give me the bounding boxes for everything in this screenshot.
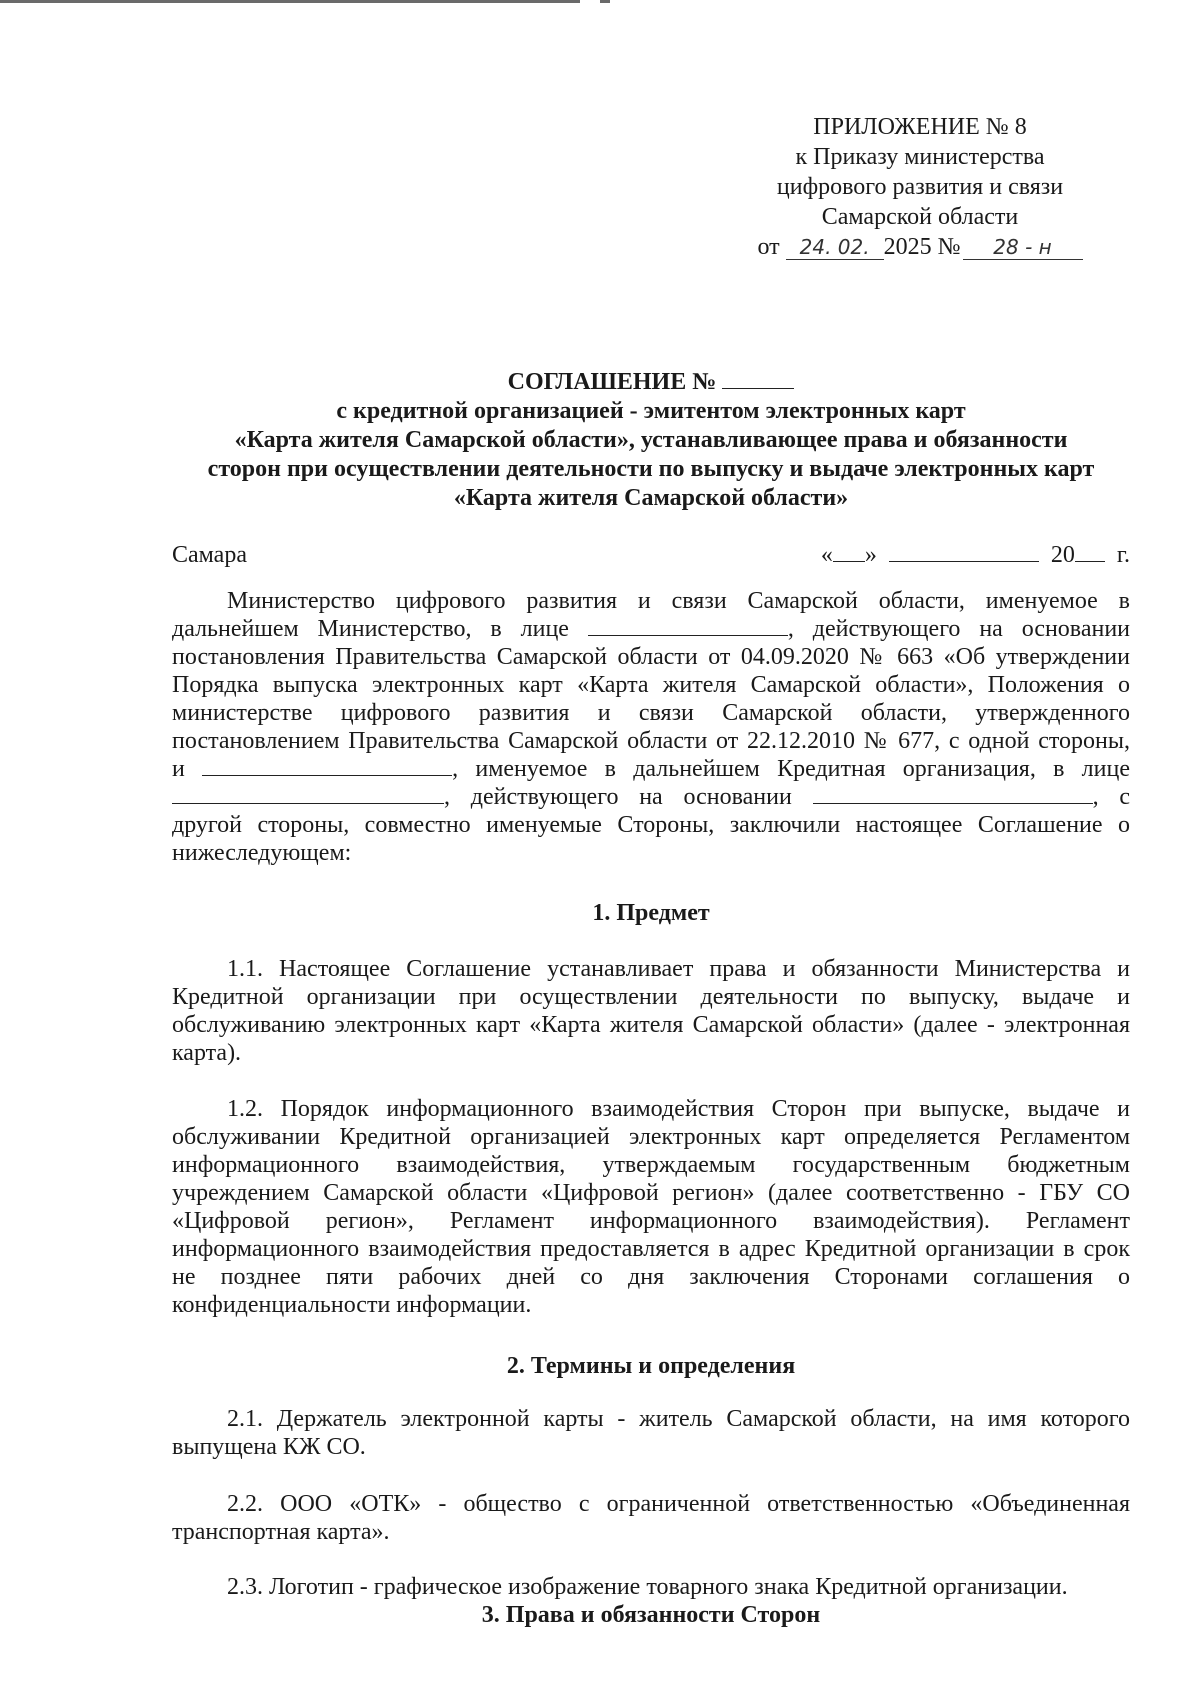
preamble-line [172, 783, 1130, 811]
bank-name-blank [202, 755, 452, 776]
clause-line: 1.2. Порядок информационного взаимодействия Сторон при выпуске, выдаче и [227, 1096, 1130, 1122]
title-agreement-label: СОГЛАШЕНИЕ № [507, 369, 717, 395]
section-1-heading: 1. Предмет [592, 900, 710, 926]
preamble-line: Порядка выпуска электронных карт «Карта жителя Самарской области», Положения о [172, 672, 1130, 698]
preamble-text: , действующего на основании [787, 616, 1131, 642]
appendix-header [740, 112, 1100, 262]
clause-1-2 [172, 1095, 1130, 1319]
title-line-5: «Карта жителя Самарской области» [453, 485, 849, 511]
bank-representative-blank [172, 783, 444, 804]
agreement-number-blank [722, 368, 794, 389]
clause-line: обслуживании Кредитной организацией электронных карт определяется Регламентом [172, 1124, 1130, 1150]
preamble-line: министерстве цифрового развития и связи Самарской области, утвержденного [172, 700, 1130, 726]
clause-line: 1.1. Настоящее Соглашение устанавливает права и обязанности Министерства и [227, 956, 1130, 982]
basis-blank [813, 783, 1093, 804]
year-blank [1075, 541, 1105, 562]
handwritten-date: 24. 02. [786, 235, 884, 260]
clause-line: конфиденциальности информации. [172, 1292, 532, 1318]
year-suffix: г. [1116, 542, 1130, 568]
preamble-text: дальнейшем Министерство, в лице [172, 616, 569, 642]
handwritten-number: 28 - н [963, 235, 1083, 260]
month-blank [889, 541, 1039, 562]
section-3-heading: 3. Права и обязанности Сторон [481, 1602, 821, 1628]
day-blank [833, 541, 865, 562]
appendix-line-4: Самарской области [821, 204, 1019, 230]
clause-line: учреждением Самарской области «Цифровой регион» (далее соответственно - ГБУ СО [172, 1180, 1130, 1206]
appendix-year: 2025 № [883, 234, 961, 260]
clause-2-3 [172, 1573, 1130, 1601]
section-2-heading: 2. Термины и определения [506, 1353, 796, 1379]
clause-line: 2.3. Логотип - графическое изображение товарного знака Кредитной организации. [227, 1574, 1068, 1600]
preamble-line: другой стороны, совместно именуемые Стороны, заключили настоящее Соглашение о [172, 812, 1130, 838]
clause-line: Кредитной организации при осуществлении деятельности по выпуску, выдаче и [172, 984, 1130, 1010]
clause-line: не позднее пяти рабочих дней со дня заключения Сторонами соглашения о [172, 1264, 1130, 1290]
city: Самара [172, 542, 247, 568]
date-blank [821, 540, 1130, 570]
clause-line: «Цифровой регион», Регламент информационного взаимодействия). Регламент [172, 1208, 1130, 1234]
preamble-paragraph [172, 587, 1130, 867]
title-line-2: с кредитной организацией - эмитентом электронных карт [336, 398, 966, 424]
agreement-title [172, 368, 1130, 513]
scan-edge-line [0, 0, 580, 3]
appendix-date-line [740, 232, 1100, 262]
appendix-line-3: цифрового развития и связи [776, 174, 1064, 200]
clause-line: информационного взаимодействия, утверждаемым государственным бюджетным [172, 1152, 1130, 1178]
appendix-line-2: к Приказу министерства [795, 144, 1045, 170]
clause-line: 2.2. ООО «ОТК» - общество с ограниченной ответственностью «Объединенная [227, 1491, 1130, 1517]
preamble-line: нижеследующем: [172, 840, 352, 866]
clause-line: 2.1. Держатель электронной карты - житель Самарской области, на имя которого [227, 1406, 1130, 1432]
clause-line: обслуживанию электронных карт «Карта жителя Самарской области» (далее - электронная [172, 1012, 1130, 1038]
preamble-line [172, 755, 1130, 783]
title-line-4: сторон при осуществлении деятельности по выпуску и выдаче электронных карт [207, 456, 1095, 482]
clause-line: выпущена КЖ СО. [172, 1434, 366, 1460]
clause-2-2 [172, 1490, 1130, 1546]
preamble-text: , с [1092, 784, 1131, 810]
preamble-line [172, 615, 1130, 643]
quote-close: » [864, 542, 877, 568]
clause-line: информационного взаимодействия предоставляется в адрес Кредитной организации в срок [172, 1236, 1130, 1262]
clause-line: транспортная карта». [172, 1519, 390, 1545]
year-prefix: 20 [1050, 542, 1075, 568]
preamble-text: , именуемое в дальнейшем Кредитная организация, в лице [452, 756, 1130, 782]
clause-2-1 [172, 1405, 1130, 1461]
title-line-3: «Карта жителя Самарской области», устанавливающее права и обязанности [234, 427, 1068, 453]
place-date-row [172, 540, 1130, 570]
title-line-1 [172, 368, 1130, 397]
clause-line: карта). [172, 1040, 242, 1066]
appendix-title: ПРИЛОЖЕНИЕ № 8 [813, 114, 1027, 140]
preamble-line: постановления Правительства Самарской области от 04.09.2020 № 663 «Об утверждении [172, 644, 1130, 670]
preamble-text: и [172, 756, 185, 782]
representative-blank [588, 615, 788, 636]
scan-edge-mark [600, 0, 610, 3]
quote-open: « [820, 542, 833, 568]
appendix-from-label: от [757, 234, 780, 260]
preamble-text: , действующего на основании [444, 784, 792, 810]
clause-1-1 [172, 955, 1130, 1067]
preamble-line: Министерство цифрового развития и связи Самарской области, именуемое в [227, 588, 1130, 614]
preamble-line: постановлением Правительства Самарской области от 22.12.2010 № 677, с одной стороны, [172, 728, 1130, 754]
